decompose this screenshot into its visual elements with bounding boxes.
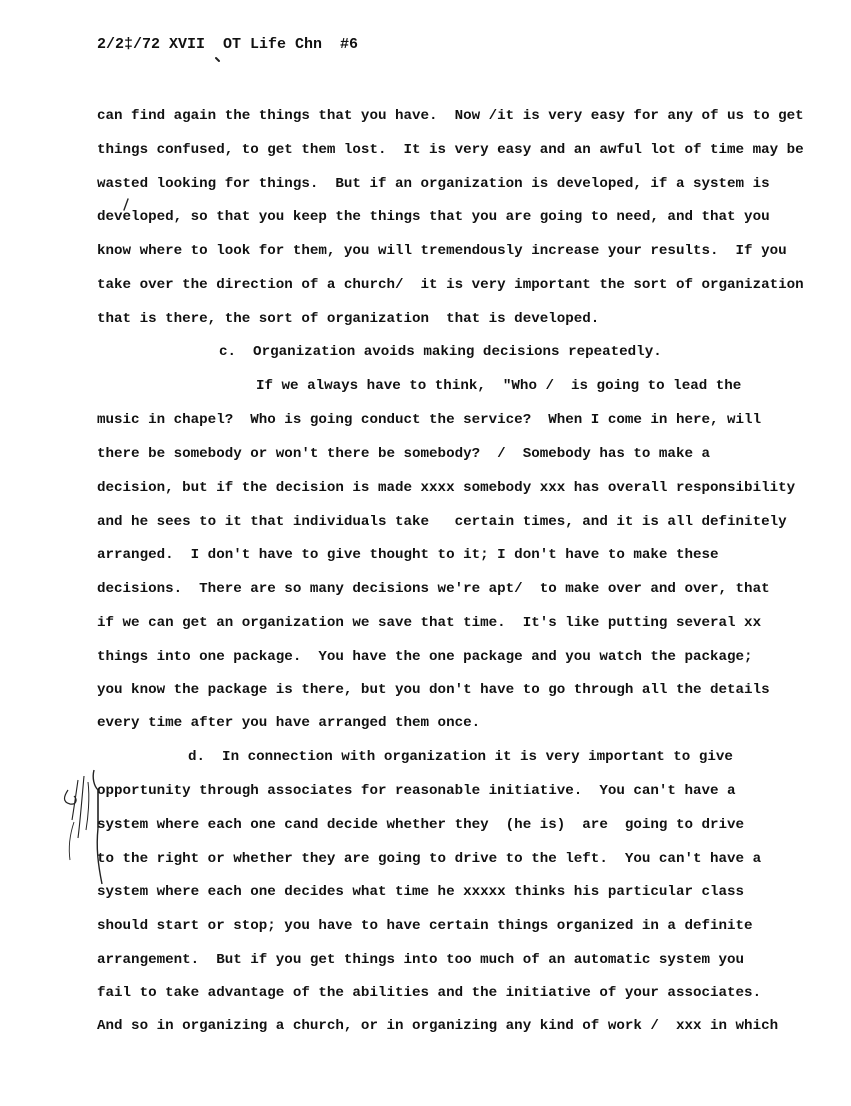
small-dot-mark xyxy=(214,56,222,64)
text-line: can find again the things that you have. Now /it is very easy for any of us to get xyxy=(97,108,804,124)
text-line: every time after you have arranged them once. xyxy=(97,715,481,731)
text-line: take over the direction of a church/ it is very important the sort of organization xyxy=(97,277,804,293)
section-heading-c: c. Organization avoids making decisions repeatedly. xyxy=(219,344,662,360)
text-line: arrangement. But if you get things into too much of an automatic system you xyxy=(97,952,745,968)
text-line: music in chapel? Who is going conduct the service? When I come in here, will xyxy=(97,412,762,428)
handwritten-margin-bracket xyxy=(58,768,108,888)
text-line: things into one package. You have the one package and you watch the package; xyxy=(97,649,753,665)
text-line: decisions. There are so many decisions we're apt/ to make over and over, that xyxy=(97,581,770,597)
text-line: arranged. I don't have to give thought to it; I don't have to make these xyxy=(97,547,719,563)
text-line: fail to take advantage of the abilities and the initiative of your associates. xyxy=(97,985,762,1001)
text-line: that is there, the sort of organization that is developed. xyxy=(97,311,600,327)
caret-mark xyxy=(122,198,130,212)
text-line: system where each one cand decide whether they (he is) are going to drive xyxy=(97,817,745,833)
text-line: if we can get an organization we save that time. It's like putting several xx xyxy=(97,615,762,631)
text-line: system where each one decides what time he xxxxx thinks his particular class xyxy=(97,884,745,900)
page-header: 2/2‡/72 XVII OT Life Chn #6 xyxy=(97,36,359,53)
text-line: opportunity through associates for reasonable initiative. You can't have a xyxy=(97,783,736,799)
text-line: decision, but if the decision is made xxxx somebody xxx has overall responsibility xyxy=(97,480,796,496)
text-line: And so in organizing a church, or in organizing any kind of work / xxx in which xyxy=(97,1018,779,1034)
text-line: wasted looking for things. But if an organization is developed, if a system is xyxy=(97,176,770,192)
text-line: things confused, to get them lost. It is very easy and an awful lot of time may be xyxy=(97,142,804,158)
text-line: you know the package is there, but you don't have to go through all the details xyxy=(97,682,770,698)
section-heading-d: d. In connection with organization it is very important to give xyxy=(188,749,733,765)
text-line: there be somebody or won't there be somebody? / Somebody has to make a xyxy=(97,446,710,462)
text-line: and he sees to it that individuals take certain times, and it is all definitely xyxy=(97,514,787,530)
text-line: know where to look for them, you will tremendously increase your results. If you xyxy=(97,243,787,259)
text-line: If we always have to think, "Who / is going to lead the xyxy=(256,378,742,394)
text-line: to the right or whether they are going to drive to the left. You can't have a xyxy=(97,851,762,867)
text-line: should start or stop; you have to have certain things organized in a definite xyxy=(97,918,753,934)
text-line: developed, so that you keep the things that you are going to need, and that you xyxy=(97,209,770,225)
